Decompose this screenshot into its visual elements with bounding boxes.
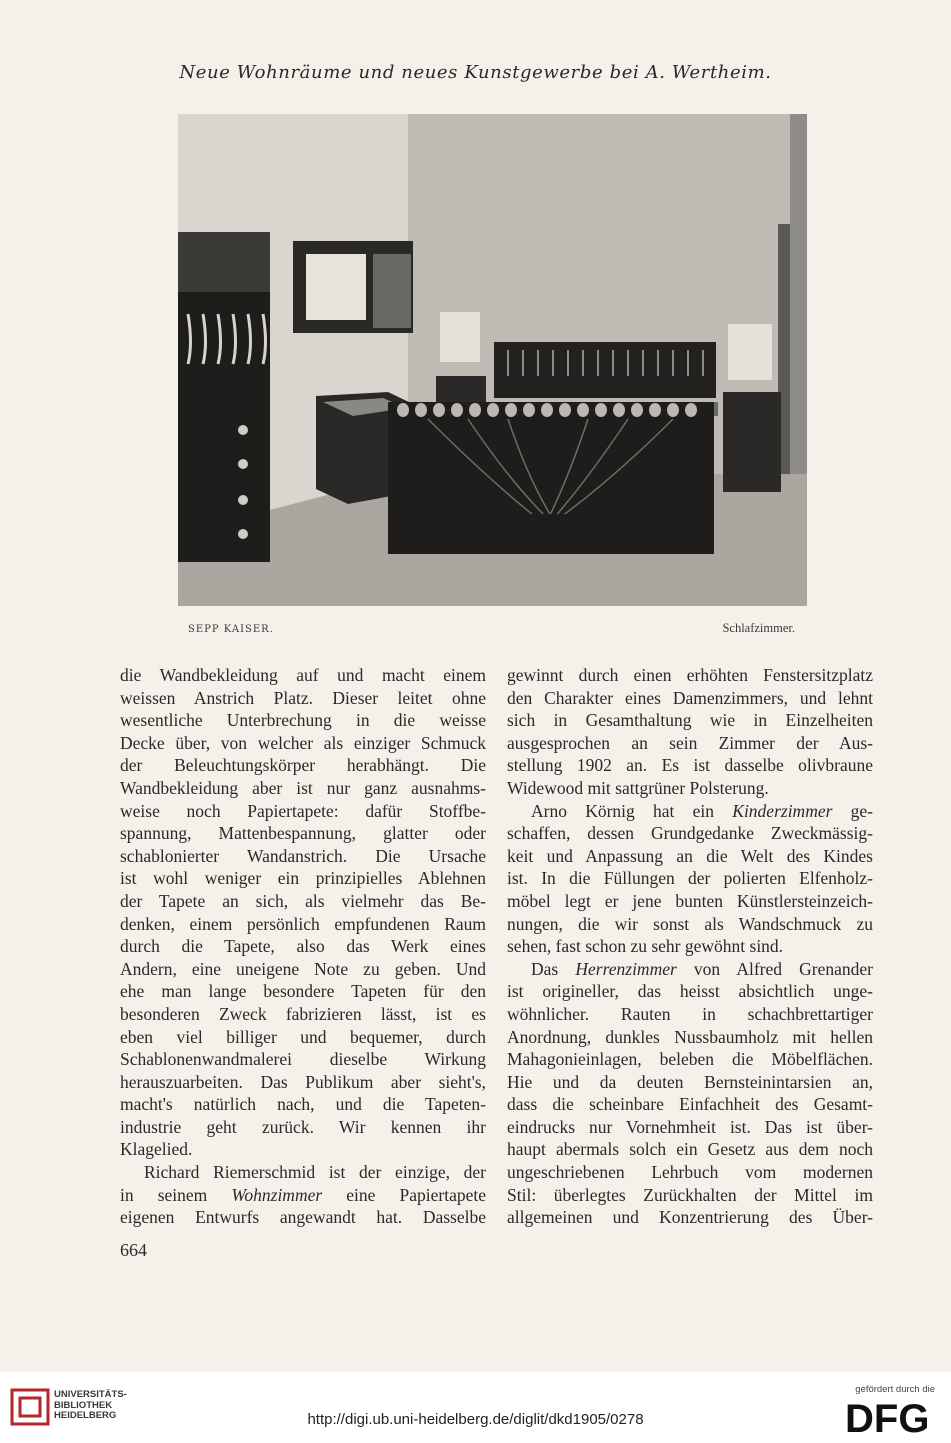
emphasized-term: Herrenzimmer: [575, 958, 677, 979]
text-line: durch die Tapete, also das Werk eines: [120, 936, 486, 957]
source-url-link[interactable]: http://digi.ub.uni-heidelberg.de/diglit/dkd1905/0278: [307, 1411, 644, 1428]
text-line: spannung, Mattenbespannung, glatter oder: [120, 823, 486, 844]
text-line: herauszuarbeiten. Das Publikum aber sieht's,: [120, 1071, 486, 1092]
text-line: gewinnt durch einen erhöhten Fenstersitzplatz: [507, 665, 873, 685]
text-line: allgemeinen und Konzentrierung des Über-: [507, 1207, 873, 1228]
text-line: Klagelied.: [120, 1139, 193, 1160]
text-line: Arno Körnig hat ein Kinderzimmer ge-: [531, 800, 873, 821]
text-line: Widewood mit sattgrüner Polsterung.: [507, 777, 769, 798]
text-line: ist wohl weniger ein prinzipielles Ablehnen: [120, 868, 486, 889]
text-line: weise noch Papiertapete: dafür Stoffbe-: [120, 800, 486, 821]
text-line: macht's natürlich nach, und die Tapeten-: [120, 1094, 486, 1115]
text-line: wesentliche Unterbrechung in die weisse: [120, 710, 486, 731]
text-line: eben viel billiger und bequemer, durch: [120, 1026, 486, 1047]
dfg-logo-text: DFG: [845, 1397, 930, 1436]
text-line: Schablonenwandmalerei dieselbe Wirkung: [120, 1049, 486, 1070]
text-line: der Tapete an sich, als vielmehr das Be-: [120, 890, 486, 911]
text-line: wöhnlicher. Rauten in schachbrettartiger: [507, 1003, 873, 1024]
text-line: keit und Anpassung an die Welt des Kindes: [507, 845, 873, 866]
text-line: weissen Anstrich Platz. Dieser leitet ohne: [120, 687, 486, 708]
emphasized-term: Wohnzimmer: [231, 1184, 323, 1205]
text-line: sich in Gesamthaltung wie in Einzelheiten: [507, 710, 873, 731]
text-line: schaffen, dessen Grundgedanke Zweckmässig-: [507, 823, 873, 844]
text-line: stellung 1902 an. Es ist dasselbe olivbraune: [507, 755, 873, 776]
text-line: möbel legt er jene bunten Künstlersteinzeich-: [507, 890, 873, 911]
text-line: sehen, fast schon zu sehr gewöhnt sind.: [507, 936, 784, 957]
text-line: Hie und da deuten Bernsteinintarsien an,: [507, 1071, 873, 1092]
text-line: Richard Riemerschmid ist der einzige, der: [144, 1162, 486, 1183]
text-line: Anordnung, dunkles Nussbaumholz mit hellen: [507, 1026, 873, 1047]
photo-caption: Schlafzimmer.: [722, 621, 795, 635]
page-number: 664: [120, 1240, 147, 1260]
text-line: ehe man lange besondere Tapeten für den: [120, 981, 486, 1002]
text-line: Das Herrenzimmer von Alfred Grenander: [531, 958, 873, 979]
sponsor-label: gefördert durch die: [855, 1384, 935, 1395]
text-line: ist. In die Füllungen der polierten Elfenholz-: [507, 868, 873, 889]
text-column-left: [120, 664, 486, 1229]
text-line: ausgesprochen an sein Zimmer der Aus-: [507, 732, 873, 753]
text-line: besonderen Zweck fabrizieren lässt, ist es: [120, 1003, 486, 1024]
library-name: UNIVERSITÄTS- BIBLIOTHEK HEIDELBERG: [54, 1389, 127, 1421]
text-line: Decke über, von welcher als einziger Schmuck: [120, 732, 486, 753]
text-line: den Charakter eines Damenzimmers, und lehnt: [507, 687, 873, 708]
emphasized-term: Kinderzimmer: [732, 800, 833, 821]
text-line: in seinem Wohnzimmer eine Papiertapete: [120, 1184, 486, 1205]
text-line: die Wandbekleidung auf und macht einem: [120, 665, 486, 685]
text-line: industrie geht zurück. Wir kennen ihr: [120, 1116, 486, 1137]
photo-credit: SEPP KAISER.: [188, 624, 274, 635]
text-line: dass die scheinbare Einfachheit des Gesamt-: [507, 1094, 873, 1115]
footer-bar: [0, 1372, 951, 1443]
text-line: Stil: überlegtes Zurückhalten der Mittel im: [507, 1184, 873, 1205]
text-line: denken, einem persönlich empfundenen Raum: [120, 913, 486, 934]
text-line: der Beleuchtungskörper herabhängt. Die: [120, 755, 486, 776]
text-line: Andern, eine uneigene Note zu geben. Und: [120, 958, 486, 979]
text-column-right: [507, 664, 873, 1229]
text-line: Wandbekleidung aber ist nur ganz ausnahms-: [120, 777, 486, 798]
text-line: ungeschriebenen Lehrbuch vom modernen: [507, 1162, 873, 1183]
text-line: haupt abermals solch ein Gesetz aus dem noch: [507, 1139, 873, 1160]
text-line: nungen, die wir sonst als Wandschmuck zu: [507, 913, 873, 934]
bedroom-photograph: [178, 114, 807, 606]
text-line: eindrucks nur Vornehmheit ist. Das ist über-: [507, 1116, 873, 1137]
text-line: schablonierter Wandanstrich. Die Ursache: [120, 845, 486, 866]
text-line: Mahagonieinlagen, beleben die Möbelflächen.: [507, 1049, 873, 1070]
text-line: eigenen Entwurfs angewandt hat. Dasselbe: [120, 1207, 486, 1228]
running-title: Neue Wohnräume und neues Kunstgewerbe bei A. Wertheim.: [179, 62, 772, 83]
dfg-logo-icon: [845, 1396, 937, 1436]
text-line: ist origineller, das heisst absichtlich unge-: [507, 981, 873, 1002]
